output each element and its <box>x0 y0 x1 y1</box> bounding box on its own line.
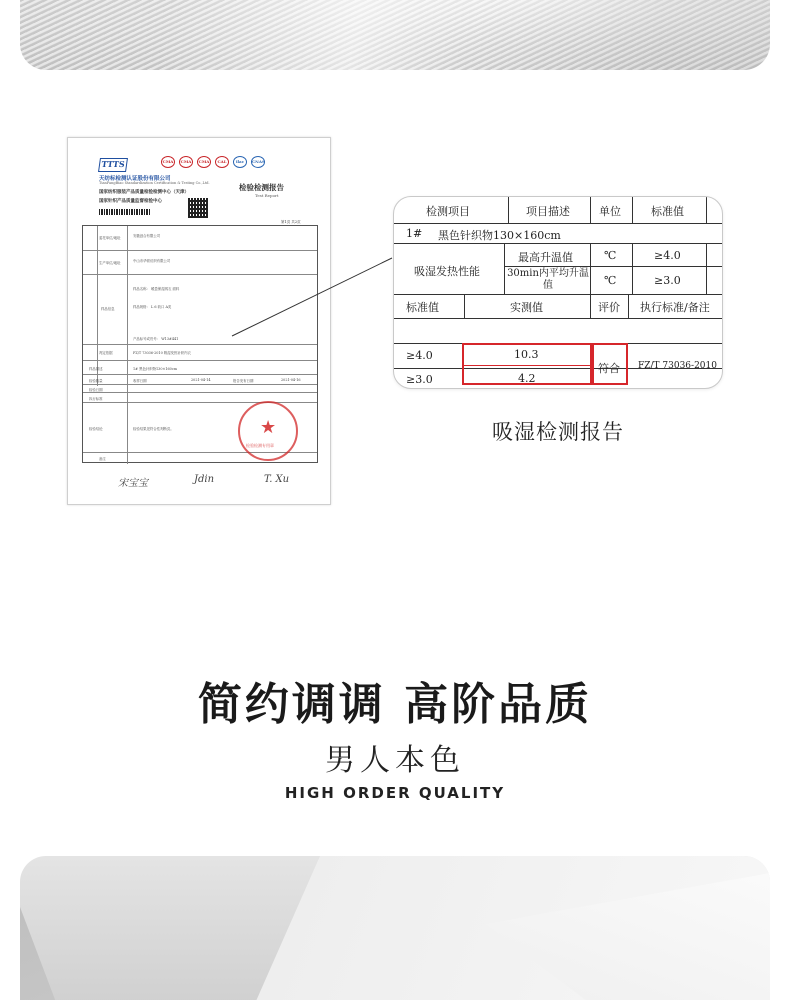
zoom-header2-cell: 实测值 <box>510 301 543 314</box>
report-row-label: 判定依据 <box>99 351 113 355</box>
zoom-sub-item-desc: 最高升温值 <box>518 251 573 264</box>
certification-marks <box>161 156 265 168</box>
report-sample-line: 样品规格： L 6 收口 A类 <box>133 305 172 309</box>
report-page-label: 第1页 共2页 <box>281 220 301 224</box>
zoom-header2-cell: 评价 <box>598 301 620 314</box>
cma-mark-icon: CMA <box>161 156 175 168</box>
report-row-label: 样品描述 <box>89 367 103 371</box>
signature: 宋宝宝 <box>118 478 148 489</box>
zoom-header2-cell: 执行标准/备注 <box>640 301 710 314</box>
official-seal-stamp <box>238 401 298 461</box>
report-sample-line: 样品名称： 暖盈保湿绒衣 面料 <box>133 287 180 291</box>
ilac-mark-icon: ilac <box>233 156 247 168</box>
star-icon: ★ <box>260 417 277 438</box>
cal-mark-icon: CAL <box>215 156 229 168</box>
report-date-value: 2021-04-14 <box>191 378 211 382</box>
report-conclusion-text: 检验结果见符合性判断页。 <box>133 427 174 431</box>
report-row-label: 执行标准 <box>89 397 103 401</box>
subtitle-cn: 男人本色 <box>325 743 465 778</box>
signature: T. Xu <box>264 474 290 485</box>
signature: Jdin <box>194 474 215 485</box>
zoom-sample-id: 1# <box>406 227 423 240</box>
qr-code-image <box>188 198 208 218</box>
report-row-label: 检验数量 <box>89 379 103 383</box>
zoom-exec-standard: FZ/T 73036-2010 <box>638 361 717 371</box>
zoom-evaluation: 符合 <box>598 362 620 375</box>
zoom-header2-cell: 标准值 <box>406 301 439 314</box>
ttts-logo: TTTS <box>98 158 128 172</box>
report-company-name: 天纺标检测认证股份有限公司 <box>99 176 171 182</box>
zoom-sample-desc: 黑色针织物130×160cm <box>438 229 561 242</box>
report-producer-name: 中山市华顿纺织有限公司 <box>133 259 171 263</box>
fabric-image-bottom <box>20 856 770 1000</box>
report-sample-line: 产品标号或货号： W13#441 <box>133 337 179 341</box>
zoom-sub-item-desc: 30min内平均升温值 <box>507 268 589 291</box>
report-center-line-2: 国家针织产品质量监督检验中心 <box>99 199 162 204</box>
report-row-label: 检验日期 <box>89 388 103 392</box>
zoom-item-name: 吸湿发热性能 <box>414 265 480 278</box>
zoom-result-measured: 10.3 <box>514 348 539 361</box>
zoom-result-measured: 4.2 <box>518 372 536 385</box>
zoom-result-standard: ≥3.0 <box>406 373 433 386</box>
report-row-label: 样品信息 <box>101 307 115 311</box>
report-date-label: 收样日期 <box>133 379 147 383</box>
report-row-label: 生产单位/地址 <box>99 261 121 265</box>
report-row-label: 备注 <box>99 457 106 461</box>
headline: 简约调调 高阶品质 <box>197 679 593 730</box>
report-date-label: 报告发布日期 <box>233 379 254 383</box>
zoom-header-cell: 标准值 <box>651 205 684 218</box>
zoom-header-cell: 单位 <box>599 205 621 218</box>
zoomed-report-excerpt <box>393 196 723 389</box>
cma-mark-icon: CMA <box>197 156 211 168</box>
zoom-result-standard: ≥4.0 <box>406 349 433 362</box>
test-report-document <box>67 137 331 505</box>
barcode-image <box>99 209 151 215</box>
zoom-sub-item-standard: ≥3.0 <box>654 274 681 287</box>
zoom-caption: 吸湿检测报告 <box>492 420 624 444</box>
report-date-value: 2021-04-16 <box>281 378 301 382</box>
report-description-text: 1# 黑色针织物130×160cm <box>133 367 177 371</box>
report-basis-text: FZ/T 73036-2010 吸湿发热针织内衣 <box>133 351 191 355</box>
report-title: 检验检测报告 <box>239 183 284 192</box>
report-title-en: Test Report <box>255 193 279 198</box>
report-center-line-1: 国家纺织服装产品质量检验检测中心（天津） <box>99 190 189 195</box>
stamp-text: 检验检测专用章 <box>246 443 274 448</box>
subtitle-en: HIGH ORDER QUALITY <box>284 784 506 802</box>
report-company-name-en: TianFangBiao Standardization Certification & Testing Co.,Ltd. <box>99 181 210 185</box>
zoom-sub-item-unit: ℃ <box>604 249 617 262</box>
report-client-name: 安徽创合有限公司 <box>133 234 161 238</box>
zoom-sub-item-standard: ≥4.0 <box>654 249 681 262</box>
report-row-label: 委托单位/地址 <box>99 236 121 240</box>
zoom-sub-item-unit: ℃ <box>604 274 617 287</box>
report-row-label: 检验结论 <box>89 427 103 431</box>
cnas-mark-icon: CNAS <box>251 156 265 168</box>
cma-mark-icon: CMA <box>179 156 193 168</box>
zoom-header-cell: 项目描述 <box>526 205 570 218</box>
fabric-texture-image-top <box>20 0 770 70</box>
zoom-header-cell: 检测项目 <box>426 205 470 218</box>
